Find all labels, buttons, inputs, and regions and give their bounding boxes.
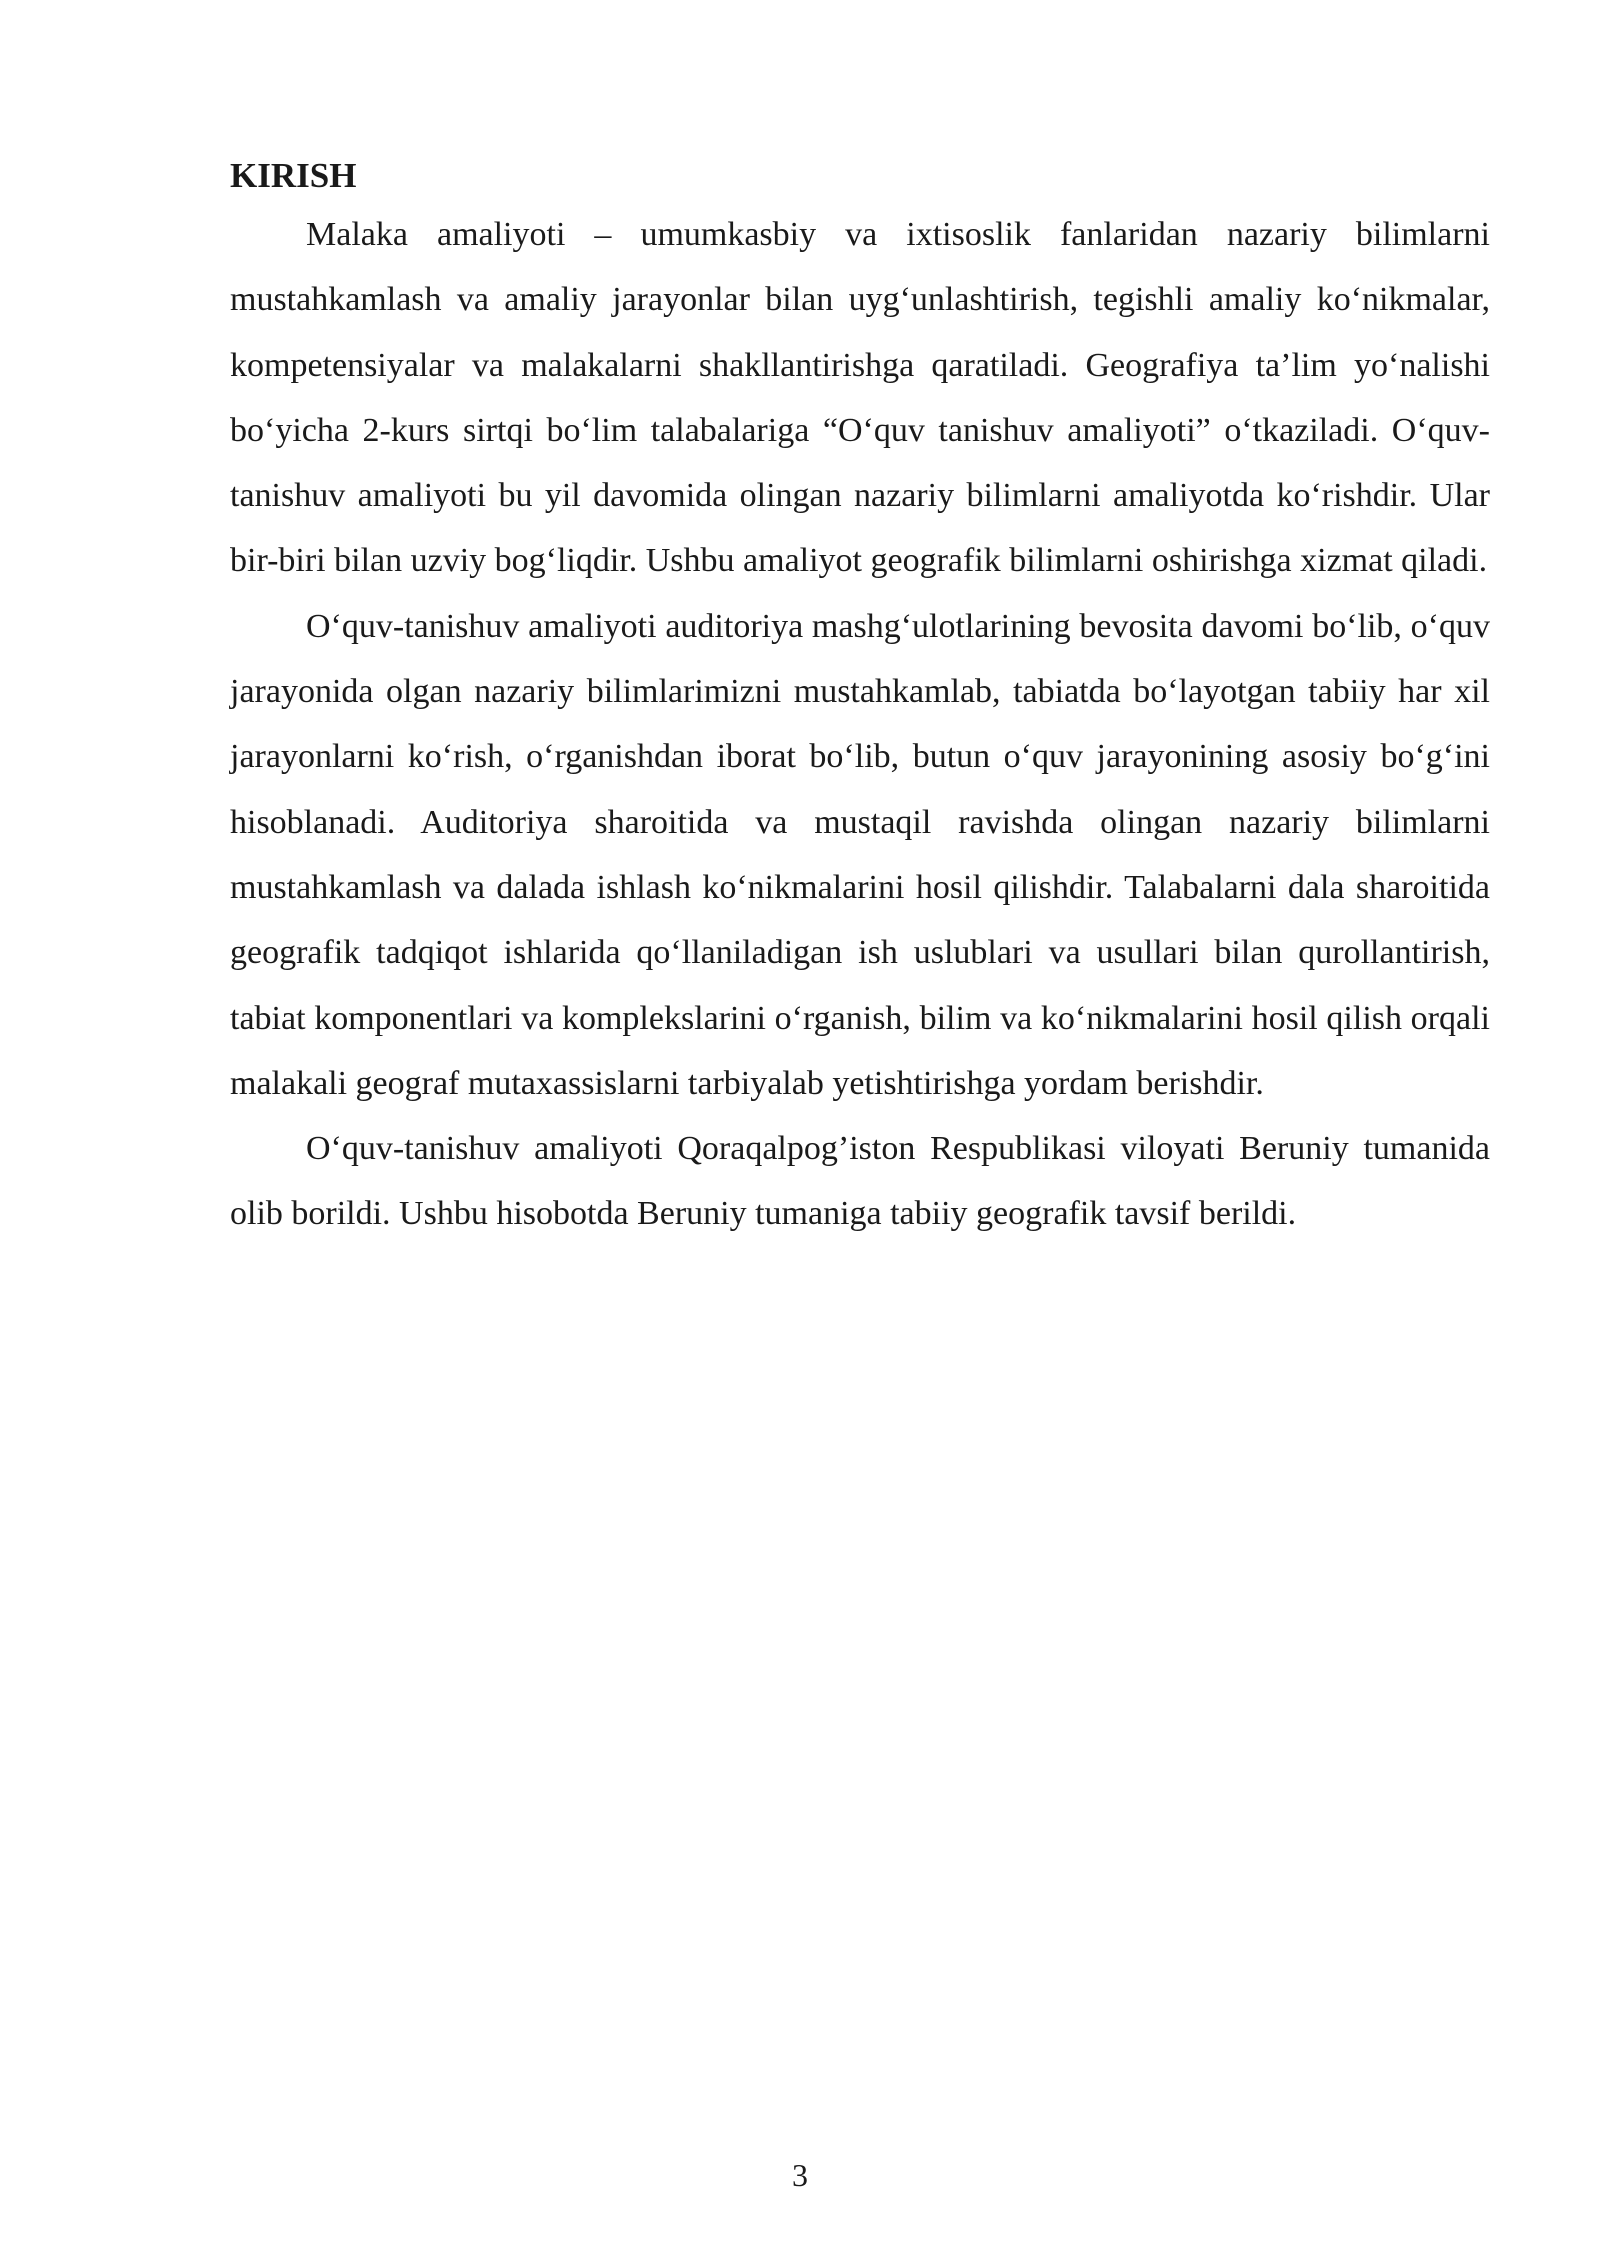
section-heading: KIRISH <box>230 156 357 195</box>
page-content <box>230 150 1490 1247</box>
paragraph-1: Malaka amaliyoti – umumkasbiy va ixtisoslik fanlaridan nazariy bilimlarni mustahkamlash va amaliy jarayonlar bilan uyg‘unlashtirish, tegishli amaliy ko‘nikmalar, kompetensiyalar va malakalarni shakllantirishga qaratiladi. Geografiya ta’lim yo‘nalishi bo‘yicha 2-kurs sirtqi bo‘lim talabalariga “O‘quv tanishuv amaliyoti” o‘tkaziladi. O‘quv-tanishuv amaliyoti bu yil davomida olingan nazariy bilimlarni amaliyotda ko‘rishdir. Ular bir-biri bilan uzviy bog‘liqdir. Ushbu amaliyot geografik bilimlarni oshirishga xizmat qiladi. <box>230 216 1490 580</box>
page-number: 3 <box>792 2157 808 2193</box>
paragraph-3: O‘quv-tanishuv amaliyoti Qoraqalpog’iston Respublikasi viloyati Beruniy tumanida olib borildi. Ushbu hisobotda Beruniy tumaniga tabiiy geografik tavsif berildi. <box>230 1130 1490 1233</box>
paragraph-2: O‘quv-tanishuv amaliyoti auditoriya mashg‘ulotlarining bevosita davomi bo‘lib, o‘quv jarayonida olgan nazariy bilimlarimizni mustahkamlab, tabiatda bo‘layotgan tabiiy har xil jarayonlarni ko‘rish, o‘rganishdan iborat bo‘lib, butun o‘quv jarayonining asosiy bo‘g‘ini hisoblanadi. Auditoriya sharoitida va mustaqil ravishda olingan nazariy bilimlarni mustahkamlash va dalada ishlash ko‘nikmalarini hosil qilishdir. Talabalarni dala sharoitida geografik tadqiqot ishlarida qo‘llaniladigan ish uslublari va usullari bilan qurollantirish, tabiat komponentlari va komplekslarini o‘rganish, bilim va ko‘nikmalarini hosil qilish orqali malakali geograf mutaxassislarni tarbiyalab yetishtirishga yordam berishdir. <box>230 607 1490 1102</box>
